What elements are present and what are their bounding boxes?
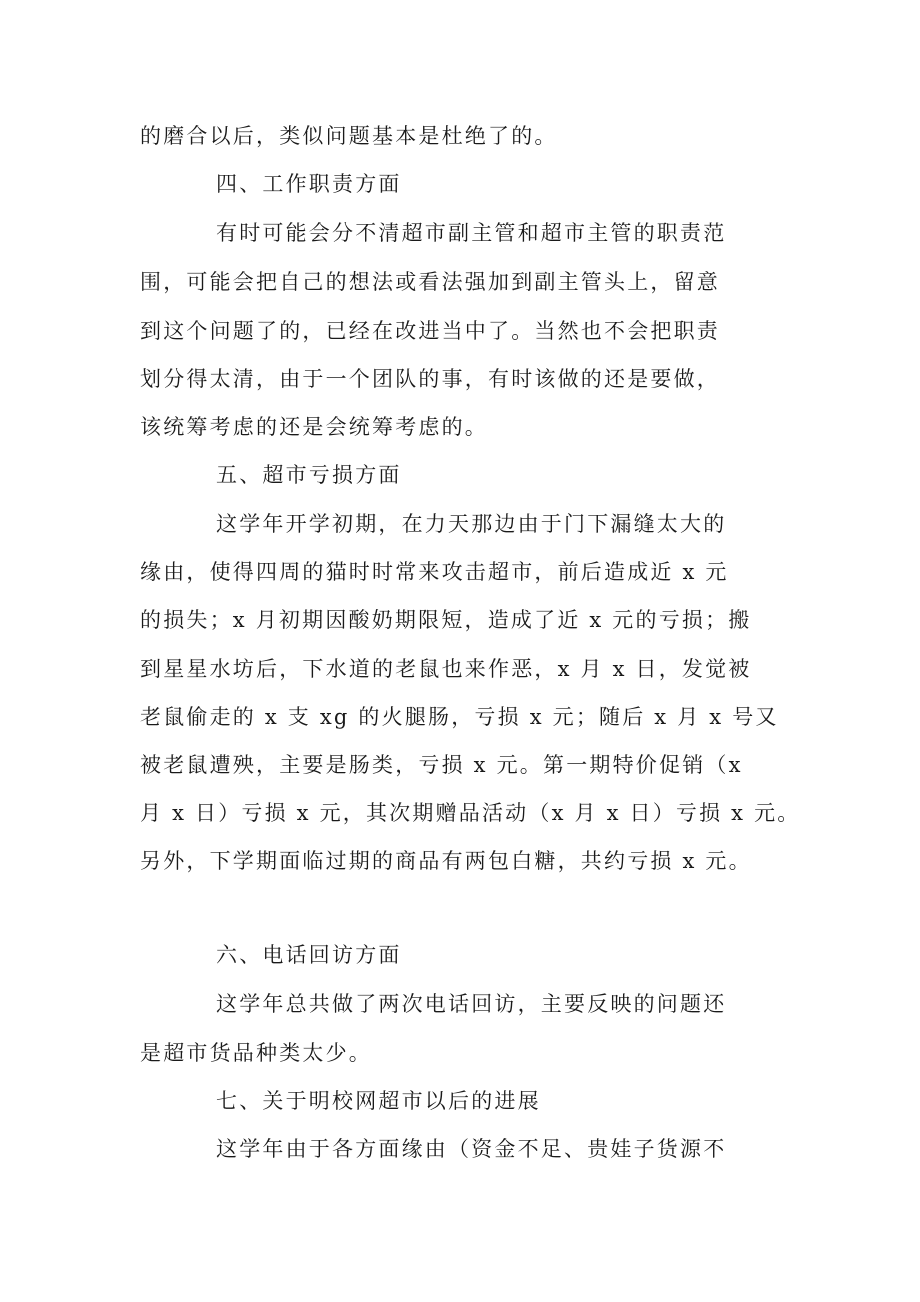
- paragraph-line: 到星星水坊后，下水道的老鼠也来作恶，x 月 x 日，发觉被: [140, 657, 752, 681]
- section-heading-phone-followup: 六、电话回访方面: [216, 943, 402, 967]
- paragraph-line: 的损失；x 月初期因酸奶期限短，造成了近 x 元的亏损；搬: [140, 608, 752, 632]
- paragraph-line: 这学年开学初期，在力天那边由于门下漏缝太大的: [216, 512, 727, 536]
- paragraph-line: 老鼠偷走的 x 支 xg 的火腿肠，亏损 x 元；随后 x 月 x 号又: [140, 705, 779, 729]
- paragraph-line: 这学年总共做了两次电话回访，主要反映的问题还: [216, 992, 727, 1016]
- section-heading-losses: 五、超市亏损方面: [216, 463, 402, 487]
- paragraph-line: 有时可能会分不清超市副主管和超市主管的职责范: [216, 221, 727, 245]
- paragraph-line: 到这个问题了的，已经在改进当中了。当然也不会把职责: [140, 319, 720, 343]
- paragraph-line: 是超市货品种类太少。: [140, 1041, 372, 1065]
- section-heading-work-duties: 四、工作职责方面: [216, 172, 402, 196]
- paragraph-line: 被老鼠遭殃，主要是肠类，亏损 x 元。第一期特价促销（x: [140, 753, 743, 777]
- paragraph-line: 该统筹考虑的还是会统筹考虑的。: [140, 415, 488, 439]
- paragraph-line: 这学年由于各方面缘由（资金不足、贵娃子货源不: [216, 1137, 727, 1161]
- paragraph-line: 的磨合以后，类似问题基本是杜绝了的。: [140, 124, 558, 148]
- paragraph-line: 划分得太清，由于一个团队的事，有时该做的还是要做，: [140, 367, 720, 391]
- paragraph-line: 另外，下学期面临过期的商品有两包白糖，共约亏损 x 元。: [140, 849, 752, 873]
- section-heading-future-development: 七、关于明校网超市以后的进展: [216, 1089, 541, 1113]
- paragraph-line: 月 x 日）亏损 x 元，其次期赠品活动（x 月 x 日）亏损 x 元。: [140, 801, 801, 825]
- paragraph-line: 缘由，使得四周的猫时时常来攻击超市，前后造成近 x 元: [140, 560, 729, 584]
- paragraph-line: 围，可能会把自己的想法或看法强加到副主管头上，留意: [140, 270, 720, 294]
